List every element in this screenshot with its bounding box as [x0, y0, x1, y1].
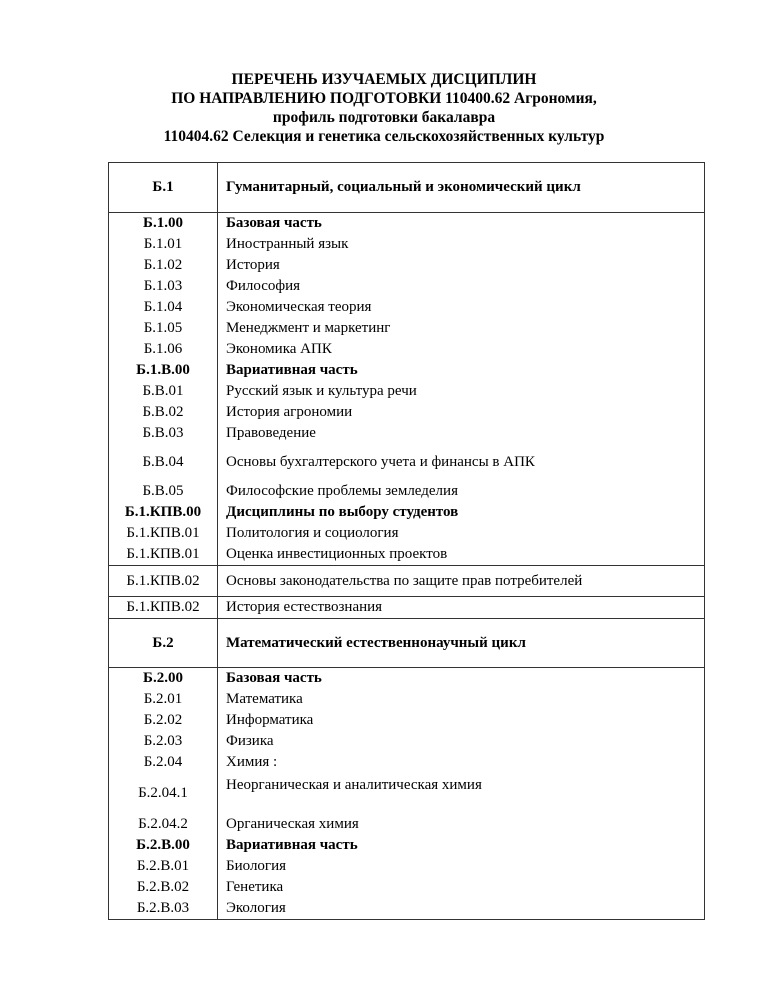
section-row: [109, 835, 705, 856]
section-row: [109, 668, 705, 690]
discipline-code: Б.1.В.00: [109, 360, 218, 381]
discipline-code: Б.1.00: [109, 213, 218, 235]
discipline-code: Б.В.03: [109, 423, 218, 444]
discipline-code: Б.2.В.00: [109, 835, 218, 856]
table-row: [109, 423, 705, 444]
discipline-code: Б.В.05: [109, 481, 218, 502]
cycle-row: [109, 163, 705, 213]
discipline-name: Математика: [218, 689, 705, 710]
table-row: [109, 731, 705, 752]
discipline-code: Б.1.КПВ.02: [109, 566, 218, 597]
discipline-code: Б.1.04: [109, 297, 218, 318]
discipline-name: Философия: [218, 276, 705, 297]
title-line-4: 110404.62 Селекция и генетика сельскохозяйственных культур: [163, 128, 605, 145]
table-row: [109, 752, 705, 773]
discipline-code: Б.1: [109, 163, 218, 213]
discipline-code: Б.1.05: [109, 318, 218, 339]
discipline-name: Биология: [218, 856, 705, 877]
section-row: [109, 360, 705, 381]
discipline-code: Б.2.02: [109, 710, 218, 731]
discipline-name: Русский язык и культура речи: [218, 381, 705, 402]
discipline-name: История агрономии: [218, 402, 705, 423]
table-row: [109, 481, 705, 502]
discipline-name: Экономическая теория: [218, 297, 705, 318]
discipline-code: Б.В.02: [109, 402, 218, 423]
table-row: [109, 710, 705, 731]
table-row: [109, 523, 705, 544]
discipline-name: Оценка инвестиционных проектов: [218, 544, 705, 566]
discipline-name: Гуманитарный, социальный и экономический цикл: [218, 163, 705, 213]
discipline-code: Б.2.04: [109, 752, 218, 773]
discipline-name: Информатика: [218, 710, 705, 731]
discipline-name: Химия :: [218, 752, 705, 773]
discipline-name: История естествознания: [218, 597, 705, 619]
discipline-name: Базовая часть: [218, 213, 705, 235]
table-row: [109, 898, 705, 920]
discipline-code: Б.2.03: [109, 731, 218, 752]
title-line-1: ПЕРЕЧЕНЬ ИЗУЧАЕМЫХ ДИСЦИПЛИН: [231, 71, 537, 88]
cycle-row: [109, 619, 705, 668]
discipline-name: Правоведение: [218, 423, 705, 444]
discipline-name: Философские проблемы земледелия: [218, 481, 705, 502]
discipline-code: Б.1.КПВ.02: [109, 597, 218, 619]
document-title: [0, 70, 768, 146]
discipline-code: Б.В.04: [109, 444, 218, 481]
title-line-3: профиль подготовки бакалавра: [272, 109, 496, 126]
discipline-code: Б.2.00: [109, 668, 218, 690]
discipline-name: История: [218, 255, 705, 276]
title-line-2: ПО НАПРАВЛЕНИЮ ПОДГОТОВКИ 110400.62 Агрономия,: [171, 90, 597, 107]
table-row: [109, 381, 705, 402]
table-row: [109, 444, 705, 481]
section-row: [109, 502, 705, 523]
discipline-code: Б.2.04.1: [109, 773, 218, 814]
disciplines-table: [108, 162, 705, 920]
discipline-code: Б.2.04.2: [109, 814, 218, 835]
discipline-code: Б.1.03: [109, 276, 218, 297]
table-row: [109, 856, 705, 877]
discipline-code: Б.1.КПВ.00: [109, 502, 218, 523]
discipline-name: Основы законодательства по защите прав потребителей: [218, 566, 705, 597]
discipline-code: Б.1.КПВ.01: [109, 544, 218, 566]
discipline-code: Б.2: [109, 619, 218, 668]
discipline-name: Основы бухгалтерского учета и финансы в АПК: [218, 444, 705, 481]
discipline-name: Вариативная часть: [218, 835, 705, 856]
discipline-name: Физика: [218, 731, 705, 752]
table-row: [109, 276, 705, 297]
table-row: [109, 814, 705, 835]
discipline-name: Вариативная часть: [218, 360, 705, 381]
table-row: [109, 597, 705, 619]
discipline-name: Генетика: [218, 877, 705, 898]
discipline-code: Б.В.01: [109, 381, 218, 402]
table-row: [109, 544, 705, 566]
discipline-name: Дисциплины по выбору студентов: [218, 502, 705, 523]
discipline-name: Неорганическая и аналитическая химия: [218, 773, 705, 814]
section-row: [109, 213, 705, 235]
discipline-name: Менеджмент и маркетинг: [218, 318, 705, 339]
table-row: [109, 773, 705, 814]
discipline-name: Математический естественнонаучный цикл: [218, 619, 705, 668]
discipline-name: Экономика АПК: [218, 339, 705, 360]
table-row: [109, 566, 705, 597]
discipline-name: Органическая химия: [218, 814, 705, 835]
table-row: [109, 402, 705, 423]
discipline-code: Б.2.В.03: [109, 898, 218, 920]
discipline-name: Иностранный язык: [218, 234, 705, 255]
discipline-code: Б.2.В.01: [109, 856, 218, 877]
table-row: [109, 339, 705, 360]
discipline-code: Б.1.02: [109, 255, 218, 276]
table-row: [109, 234, 705, 255]
discipline-code: Б.1.КПВ.01: [109, 523, 218, 544]
discipline-code: Б.2.01: [109, 689, 218, 710]
discipline-name: Базовая часть: [218, 668, 705, 690]
table-row: [109, 255, 705, 276]
discipline-code: Б.2.В.02: [109, 877, 218, 898]
discipline-name: Политология и социология: [218, 523, 705, 544]
table-row: [109, 689, 705, 710]
table-row: [109, 297, 705, 318]
discipline-code: Б.1.06: [109, 339, 218, 360]
table-row: [109, 877, 705, 898]
discipline-code: Б.1.01: [109, 234, 218, 255]
table-row: [109, 318, 705, 339]
discipline-name: Экология: [218, 898, 705, 920]
